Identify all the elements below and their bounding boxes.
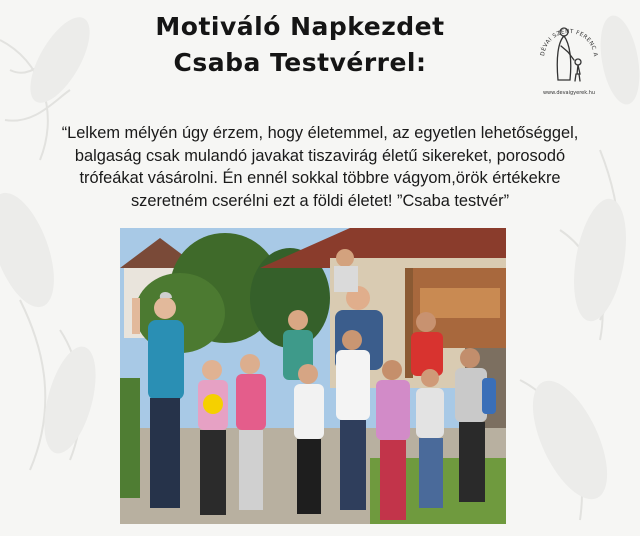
quote-line: trófeákat vásárolni. Én ennél sokkal többre vágyom,örök értékekre — [79, 169, 561, 187]
quote-line: “Lelkem mélyén úgy érzem, hogy életemmel, az egyetlen lehetőséggel, — [61, 124, 579, 142]
foundation-logo — [528, 8, 610, 104]
group-photo — [120, 228, 506, 524]
quote-line: szeretném cserélni ezt a földi életet! ”Csaba testvér” — [130, 191, 510, 210]
title-line-1: Motiváló Napkezdet — [155, 12, 445, 41]
svg-text:DÉVAI SZENT FERENC ALAPÍTVÁNY — [528, 8, 598, 57]
logo-ring-text: DÉVAI SZENT FERENC A — [540, 28, 599, 58]
quote-line: balgaság csak mulandó javakat tiszavirág életű sikereket, porosodó — [74, 146, 566, 165]
logo-url: www.devaigyerek.hu — [542, 90, 596, 96]
title-line-2: Csaba Testvérrel: — [173, 48, 427, 77]
quote-text — [8, 122, 632, 212]
